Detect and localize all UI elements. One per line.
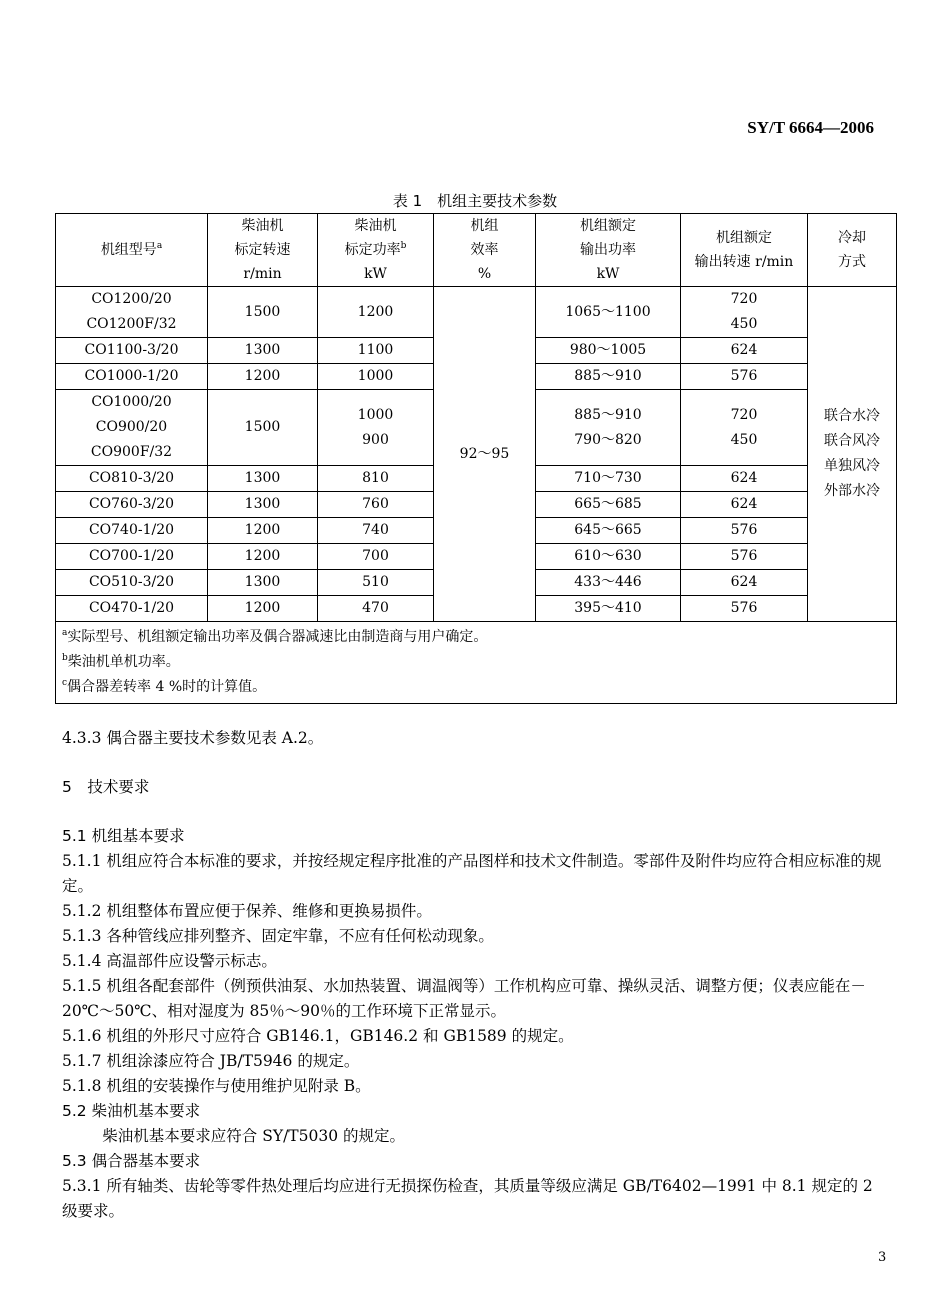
table-title: 表 1 机组主要技术参数: [392, 192, 558, 210]
paragraph-5-1-3: 5.1.3 各种管线应排列整齐、固定牢靠，不应有任何松动现象。: [62, 927, 494, 945]
cell-model: CO1200/20 CO1200F/32: [56, 287, 208, 338]
standard-code: SY/T 6664—2006: [747, 118, 874, 137]
cell-model: CO1000-1/20: [56, 364, 208, 390]
cell-power: 810: [318, 466, 434, 492]
cell-speed: 1200: [208, 518, 318, 544]
cell-model: CO700-1/20: [56, 544, 208, 570]
section-5-1-heading: 5.1 机组基本要求: [62, 827, 185, 845]
cell-power: 1100: [318, 338, 434, 364]
cell-rated-output: 1065～1100: [536, 287, 681, 338]
header-speed: 柴油机 标定转速 r/min: [208, 214, 318, 287]
cell-power: 1200: [318, 287, 434, 338]
cell-rated-speed: 576: [681, 518, 808, 544]
page-number: 3: [878, 1250, 887, 1265]
cell-power: 740: [318, 518, 434, 544]
cell-rated-output: 710～730: [536, 466, 681, 492]
table-row: [56, 287, 897, 338]
paragraph-5-1-6: 5.1.6 机组的外形尺寸应符合 GB146.1，GB146.2 和 GB1589 的规定。: [62, 1027, 574, 1045]
paragraph-5-1-5: 5.1.5 机组各配套部件（例预供油泵、水加热装置、调温阀等）工作机构应可靠、操纵灵活、调整方便；仪表应能在－20℃～50℃、相对湿度为 85％～90％的工作环境下正常显示。: [62, 977, 866, 1020]
section-5-3-heading: 5.3 偶合器基本要求: [62, 1152, 201, 1170]
cell-rated-output: 433～446: [536, 570, 681, 596]
cell-rated-output: 665～685: [536, 492, 681, 518]
cell-power: 470: [318, 596, 434, 622]
cell-model: CO740-1/20: [56, 518, 208, 544]
cell-rated-output: 645～665: [536, 518, 681, 544]
cell-speed: 1300: [208, 492, 318, 518]
paragraph-5-3-1: 5.3.1 所有轴类、齿轮等零件热处理后均应进行无损探伤检查，其质量等级应满足 GB/T6402—1991 中 8.1 规定的 2 级要求。: [62, 1177, 873, 1220]
header-efficiency: 机组 效率 %: [434, 214, 536, 287]
paragraph-4-3-3: 4.3.3 偶合器主要技术参数见表 A.2。: [62, 729, 324, 747]
cell-power: 1000: [318, 364, 434, 390]
paragraph-5-1-2: 5.1.2 机组整体布置应便于保养、维修和更换易损件。: [62, 902, 432, 920]
cell-model: CO510-3/20: [56, 570, 208, 596]
cell-model: CO810-3/20: [56, 466, 208, 492]
cell-speed: 1300: [208, 570, 318, 596]
header-rated-output: 机组额定 输出功率 kW: [536, 214, 681, 287]
cell-speed: 1300: [208, 338, 318, 364]
cell-rated-output: 980～1005: [536, 338, 681, 364]
cell-model: CO1000/20 CO900/20 CO900F/32: [56, 390, 208, 466]
cell-rated-output: 885～910: [536, 364, 681, 390]
cell-model: CO760-3/20: [56, 492, 208, 518]
table-notes-row: [56, 622, 897, 704]
cell-rated-speed: 624: [681, 338, 808, 364]
spec-table: [55, 213, 897, 704]
cell-rated-speed: 576: [681, 596, 808, 622]
cell-rated-speed: 720 450: [681, 287, 808, 338]
header-power: 柴油机 标定功率$^b$ kW: [318, 214, 434, 287]
header-cooling: 冷却 方式: [808, 214, 897, 287]
footnote-c: $^c$偶合器差转率 4 %时的计算值。: [62, 678, 267, 695]
cell-cooling: 联合水冷 联合风冷 单独风冷 外部水冷: [808, 287, 897, 622]
cell-power: 1000 900: [318, 390, 434, 466]
cell-power: 700: [318, 544, 434, 570]
cell-power: 760: [318, 492, 434, 518]
paragraph-5-1-4: 5.1.4 高温部件应设警示标志。: [62, 952, 277, 970]
cell-rated-speed: 624: [681, 466, 808, 492]
cell-rated-output: 885～910 790～820: [536, 390, 681, 466]
cell-rated-speed: 720 450: [681, 390, 808, 466]
header-rated-speed: 机组额定 输出转速 r/min: [681, 214, 808, 287]
paragraph-5-2: 柴油机基本要求应符合 SY/T5030 的规定。: [102, 1127, 406, 1145]
table-header-row: [56, 214, 897, 287]
cell-rated-output: 395～410: [536, 596, 681, 622]
cell-power: 510: [318, 570, 434, 596]
cell-model: CO470-1/20: [56, 596, 208, 622]
paragraph-5-1-1: 5.1.1 机组应符合本标准的要求，并按经规定程序批准的产品图样和技术文件制造。零部件及附件均应符合相应标准的规定。: [62, 852, 882, 895]
cell-model: CO1100-3/20: [56, 338, 208, 364]
section-5-2-heading: 5.2 柴油机基本要求: [62, 1102, 201, 1120]
table-notes: [56, 622, 897, 704]
section-5-content: [62, 824, 892, 1224]
cell-speed: 1300: [208, 466, 318, 492]
cell-speed: 1200: [208, 596, 318, 622]
cell-rated-speed: 624: [681, 492, 808, 518]
cell-rated-speed: 576: [681, 364, 808, 390]
cell-speed: 1500: [208, 287, 318, 338]
cell-rated-speed: 576: [681, 544, 808, 570]
paragraph-5-1-7: 5.1.7 机组涂漆应符合 JB/T5946 的规定。: [62, 1052, 360, 1070]
cell-efficiency: 92～95: [434, 287, 536, 622]
header-model: 机组型号$^a$: [56, 214, 208, 287]
paragraph-5-1-8: 5.1.8 机组的安装操作与使用维护见附录 B。: [62, 1077, 371, 1095]
cell-speed: 1500: [208, 390, 318, 466]
cell-rated-speed: 624: [681, 570, 808, 596]
cell-rated-output: 610～630: [536, 544, 681, 570]
footnote-a: $^a$实际型号、机组额定输出功率及偶合器减速比由制造商与用户确定。: [62, 628, 488, 645]
footnote-b: $^b$柴油机单机功率。: [62, 653, 180, 670]
cell-speed: 1200: [208, 544, 318, 570]
cell-speed: 1200: [208, 364, 318, 390]
section-5-heading: 5 技术要求: [62, 778, 150, 796]
